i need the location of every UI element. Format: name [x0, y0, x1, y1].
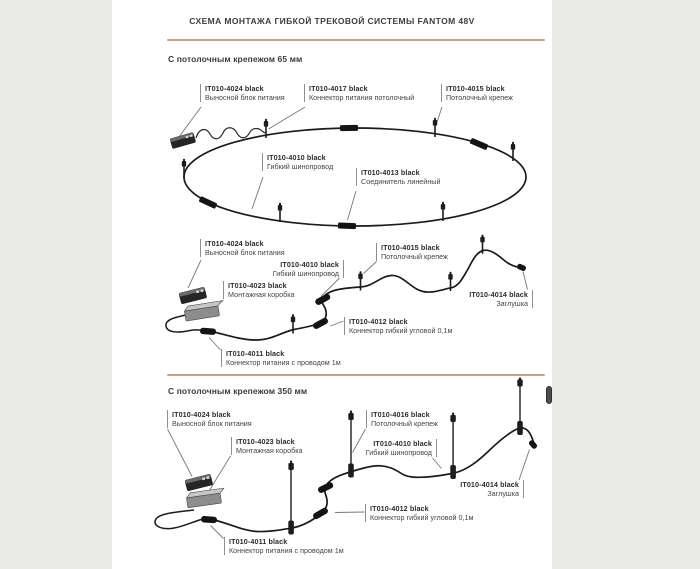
power-supply-box — [185, 474, 213, 491]
part-label-4014: IT010-4014 black Заглушка — [451, 480, 524, 498]
part-label-4012: IT010-4012 black Коннектор гибкий угловой 0,1м — [344, 317, 452, 335]
power-connector-1m — [201, 516, 217, 524]
section-heading-350mm: С потолочным крепежом 350 мм — [168, 386, 308, 396]
part-label-4024: IT010-4024 black Выносной блок питания — [200, 84, 285, 102]
ceiling-mount-pin — [182, 159, 186, 178]
part-label-4010: IT010-4010 black Гибкий шинопровод — [357, 439, 437, 457]
part-label-4010: IT010-4010 black Гибкий шинопровод — [262, 153, 333, 171]
end-cap — [528, 439, 538, 449]
power-supply-box — [179, 287, 207, 304]
part-label-4016: IT010-4016 black Потолочный крепеж — [366, 410, 438, 428]
ceiling-rod — [348, 411, 354, 478]
ceiling-rod — [288, 461, 294, 535]
linear-connector — [199, 196, 218, 209]
part-label-4015: IT010-4015 black Потолочный крепеж — [441, 84, 513, 102]
part-label-4024: IT010-4024 black Выносной блок питания — [167, 410, 252, 428]
part-label-4012: IT010-4012 black Коннектор гибкий угловой 0,1м — [365, 504, 473, 522]
part-label-4010: IT010-4010 black Гибкий шинопровод — [259, 260, 344, 278]
diagram-loop-65 — [170, 107, 526, 229]
part-label-4023: IT010-4023 black Монтажная коробка — [223, 281, 295, 299]
part-label-4024: IT010-4024 black Выносной блок питания — [200, 239, 285, 257]
linear-connector — [338, 222, 356, 229]
part-label-4011: IT010-4011 black Коннектор питания с проводом 1м — [224, 537, 344, 555]
part-label-4013: IT010-4013 black Соединитель линейный — [356, 168, 440, 186]
linear-connector — [340, 125, 358, 131]
power-supply-box — [170, 132, 196, 148]
power-cable — [155, 510, 201, 529]
page-title: СХЕМА МОНТАЖА ГИБКОЙ ТРЕКОВОЙ СИСТЕМЫ FANTOM 48V — [189, 16, 475, 26]
corner-connector — [312, 507, 329, 521]
power-connector-1m — [200, 328, 216, 336]
diagram-wave-350 — [155, 378, 538, 539]
part-label-4023: IT010-4023 black Монтажная коробка — [231, 437, 303, 455]
part-label-4015: IT010-4015 black Потолочный крепеж — [376, 243, 448, 261]
section-heading-65mm: С потолочным крепежом 65 мм — [168, 54, 303, 64]
part-label-4017: IT010-4017 black Коннектор питания потолочный — [304, 84, 414, 102]
part-label-4011: IT010-4011 black Коннектор питания с проводом 1м — [221, 349, 341, 367]
linear-connector — [470, 138, 489, 151]
ceiling-rod — [517, 378, 523, 436]
part-label-4014: IT010-4014 black Заглушка — [459, 290, 533, 308]
end-cap — [516, 263, 526, 272]
scrollbar-thumb[interactable] — [546, 386, 552, 404]
ceiling-mount-pin — [278, 203, 282, 222]
ceiling-rod — [450, 413, 456, 480]
mounting-box — [186, 488, 226, 508]
corner-connector — [312, 317, 329, 330]
mounting-box — [184, 301, 224, 321]
